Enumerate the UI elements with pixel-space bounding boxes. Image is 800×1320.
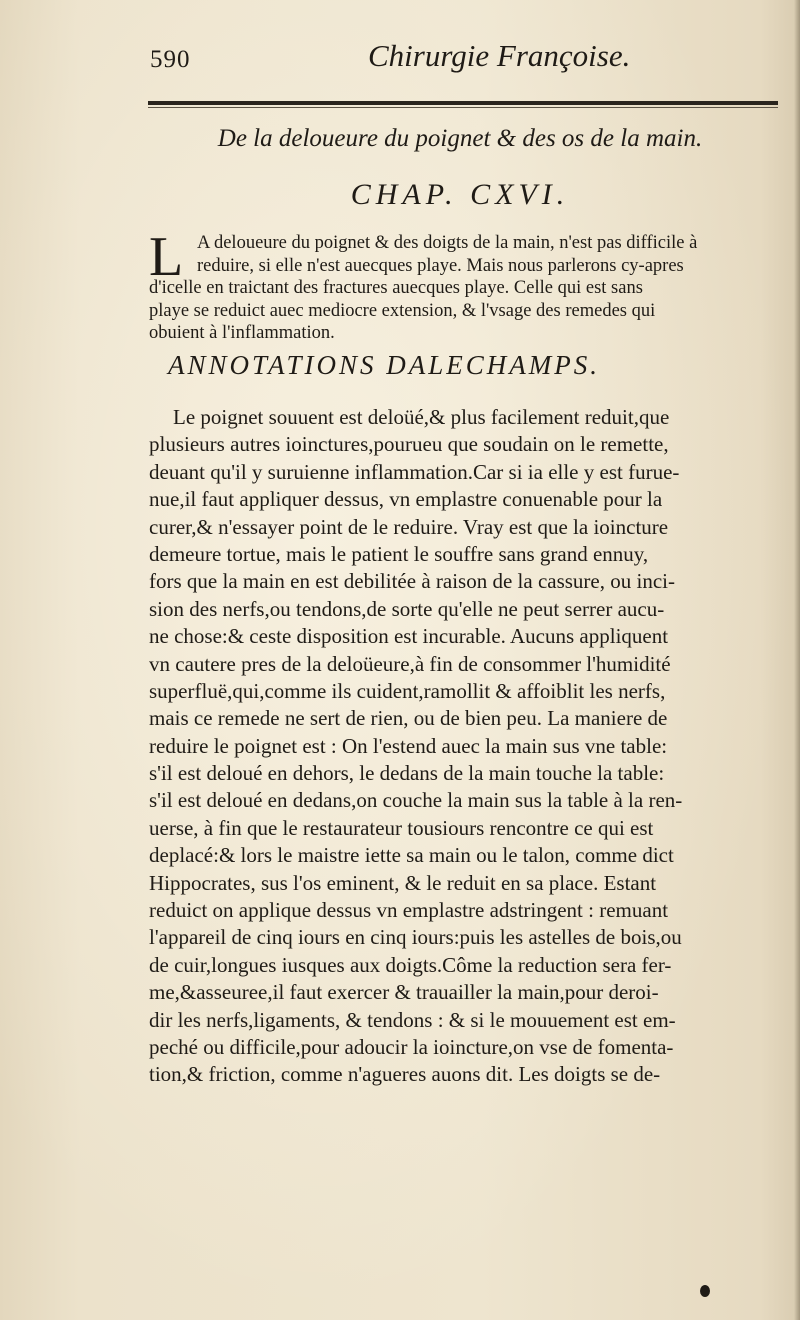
text-line: uerse, à fin que le restaurateur tousiours rencontre ce qui est — [149, 815, 654, 840]
summary-line: playe se reduict auec mediocre extension, & l'vsage des remedes qui — [149, 300, 656, 321]
text-line: l'appareil de cinq iours en cinq iours:puis les astelles de bois,ou — [149, 925, 682, 950]
text-line: nue,il faut appliquer dessus, vn emplastre conuenable pour la — [149, 487, 663, 512]
text-line: reduict on applique dessus vn emplastre adstringent : remuant — [149, 898, 669, 923]
text-line: me,&asseuree,il faut exercer & trauailler la main,pour deroi- — [149, 980, 659, 1005]
chapter-summary — [149, 226, 789, 345]
summary-line: obuient à l'inflammation. — [149, 323, 335, 343]
summary-line: A deloueure du poignet & des doigts de la main, n'est pas difficile à — [197, 233, 698, 253]
text-line: Hippocrates, sus l'os eminent, & le reduit en sa place. Estant — [149, 870, 657, 895]
drop-cap: L — [149, 226, 184, 288]
text-line: de cuir,longues iusques aux doigts.Côme la reduction sera fer- — [149, 952, 672, 977]
text-line: tion,& friction, comme n'agueres auons dit. Les doigts se de- — [149, 1062, 661, 1087]
text-line: ne chose:& ceste disposition est incurable. Aucuns appliquent — [149, 624, 669, 649]
chapter-heading: CHAP. CXVI. — [350, 178, 570, 211]
text-line: sion des nerfs,ou tendons,de sorte qu'elle ne peut serrer aucu- — [149, 596, 665, 621]
text-line: demeure tortue, mais le patient le souffre sans grand ennuy, — [149, 541, 649, 566]
text-line: s'il est deloué en dehors, le dedans de la main touche la table: — [149, 761, 665, 786]
ink-blot — [700, 1285, 710, 1297]
text-line: peché ou difficile,pour adoucir la ioincture,on vse de fomenta- — [149, 1034, 674, 1059]
text-line: plusieurs autres ioinctures,pourueu que soudain on le remette, — [149, 432, 669, 457]
page-number: 590 — [150, 46, 191, 73]
page-edge-shadow — [794, 0, 800, 1320]
annotations-heading: ANNOTATIONS DALECHAMPS. — [168, 350, 601, 380]
text-line: deplacé:& lors le maistre iette sa main ou le talon, comme dict — [149, 843, 674, 868]
text-line: s'il est deloué en dedans,on couche la main sus la table à la ren- — [149, 788, 683, 813]
text-line: mais ce remede ne sert de rien, ou de bien peu. La maniere de — [149, 706, 668, 731]
running-title: Chirurgie Françoise. — [368, 38, 631, 73]
text-line: vn cautere pres de la deloüeure,à fin de consommer l'humidité — [149, 651, 671, 676]
summary-line: reduire, si elle n'est auecques playe. Mais nous parlerons cy-apres — [197, 255, 684, 276]
section-title: De la deloueure du poignet & des os de la main. — [217, 125, 703, 152]
text-line: deuant qu'il y suruienne inflammation.Car si ia elle y est furue- — [149, 459, 680, 484]
text-line: Le poignet souuent est deloüé,& plus facilement reduit,que — [173, 405, 670, 429]
text-line: curer,& n'essayer point de le reduire. Vray est que la ioincture — [149, 514, 669, 539]
header-rule-thin — [148, 107, 778, 108]
text-line: fors que la main en est debilitée à raison de la cassure, ou inci- — [149, 569, 675, 594]
text-line: dir les nerfs,ligaments, & tendons : & si le mouuement est em- — [149, 1007, 676, 1032]
text-line: superfluë,qui,comme ils cuident,ramollit & affoiblit les nerfs, — [149, 678, 666, 703]
text-line: reduire le poignet est : On l'estend auec la main sus vne table: — [149, 733, 668, 758]
annotation-body — [149, 404, 794, 1089]
summary-line: d'icelle en traictant des fractures auecques playe. Celle qui est sans — [149, 278, 643, 298]
header-rule — [148, 101, 778, 105]
